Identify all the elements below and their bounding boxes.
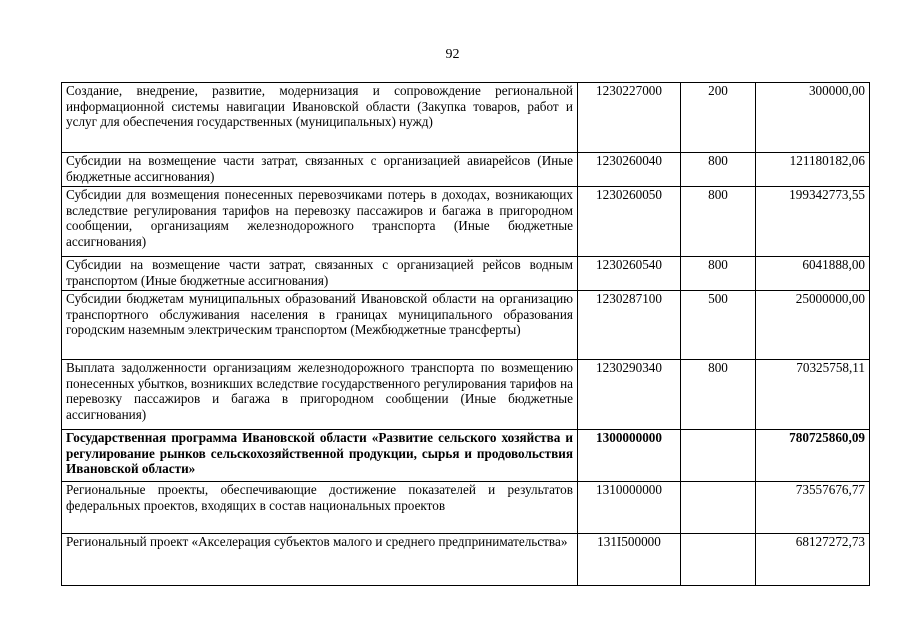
row-name: Субсидии на возмещение части затрат, связанных с организацией рейсов водным транспортом (Иные бюджетные ассигнования) <box>62 257 578 291</box>
row-code: 1300000000 <box>578 430 681 482</box>
row-name: Государственная программа Ивановской области «Развитие сельского хозяйства и регулирование рынков сельскохозяйственной продукции, сырья и продовольствия Ивановской области» <box>62 430 578 482</box>
table-row <box>62 187 870 257</box>
row-code: 1310000000 <box>578 482 681 534</box>
row-amount: 780725860,09 <box>756 430 870 482</box>
table-row <box>62 430 870 482</box>
row-amount: 70325758,11 <box>756 360 870 430</box>
row-expense-type: 200 <box>681 83 756 153</box>
budget-table <box>61 82 870 586</box>
row-expense-type <box>681 534 756 586</box>
row-code: 1230227000 <box>578 83 681 153</box>
row-expense-type: 500 <box>681 291 756 360</box>
row-name: Создание, внедрение, развитие, модернизация и сопровождение региональной информационной системы навигации Ивановской области (Закупка товаров, работ и услуг для обеспечения государственных (муниципальных) нужд) <box>62 83 578 153</box>
row-code: 1230260050 <box>578 187 681 257</box>
row-expense-type <box>681 430 756 482</box>
row-name: Региональный проект «Акселерация субъектов малого и среднего предпринимательства» <box>62 534 578 586</box>
row-name: Субсидии бюджетам муниципальных образований Ивановской области на организацию транспортного обслуживания населения в границах муниципального образования городским наземным электрическим транспортом (Межбюджетные трансферты) <box>62 291 578 360</box>
row-name: Выплата задолженности организациям железнодорожного транспорта по возмещению понесенных убытков, возникших вследствие государственного регулирования тарифов на перевозку пассажиров и багажа в пригородном сообщении (Иные бюджетные ассигнования) <box>62 360 578 430</box>
table-row <box>62 291 870 360</box>
table-row <box>62 83 870 153</box>
row-code: 1230290340 <box>578 360 681 430</box>
row-name: Субсидии на возмещение части затрат, связанных с организацией авиарейсов (Иные бюджетные ассигнования) <box>62 153 578 187</box>
row-code: 1230260540 <box>578 257 681 291</box>
row-code: 1230260040 <box>578 153 681 187</box>
row-code: 1230287100 <box>578 291 681 360</box>
row-expense-type: 800 <box>681 360 756 430</box>
row-expense-type: 800 <box>681 257 756 291</box>
row-name: Субсидии для возмещения понесенных перевозчиками потерь в доходах, возникающих вследствие регулирования тарифов на перевозку пассажиров и багажа в пригородном сообщении, организациям железнодорожного транспорта (Иные бюджетные ассигнования) <box>62 187 578 257</box>
row-amount: 73557676,77 <box>756 482 870 534</box>
row-amount: 121180182,06 <box>756 153 870 187</box>
table-row <box>62 534 870 586</box>
row-amount: 300000,00 <box>756 83 870 153</box>
table-row <box>62 257 870 291</box>
page-number: 92 <box>445 47 460 62</box>
row-amount: 199342773,55 <box>756 187 870 257</box>
table-row <box>62 360 870 430</box>
row-code: 131I500000 <box>578 534 681 586</box>
row-amount: 68127272,73 <box>756 534 870 586</box>
row-expense-type: 800 <box>681 187 756 257</box>
row-expense-type: 800 <box>681 153 756 187</box>
table-row <box>62 482 870 534</box>
table-row <box>62 153 870 187</box>
row-expense-type <box>681 482 756 534</box>
row-amount: 6041888,00 <box>756 257 870 291</box>
row-name: Региональные проекты, обеспечивающие достижение показателей и результатов федеральных проектов, входящих в состав национальных проектов <box>62 482 578 534</box>
row-amount: 25000000,00 <box>756 291 870 360</box>
